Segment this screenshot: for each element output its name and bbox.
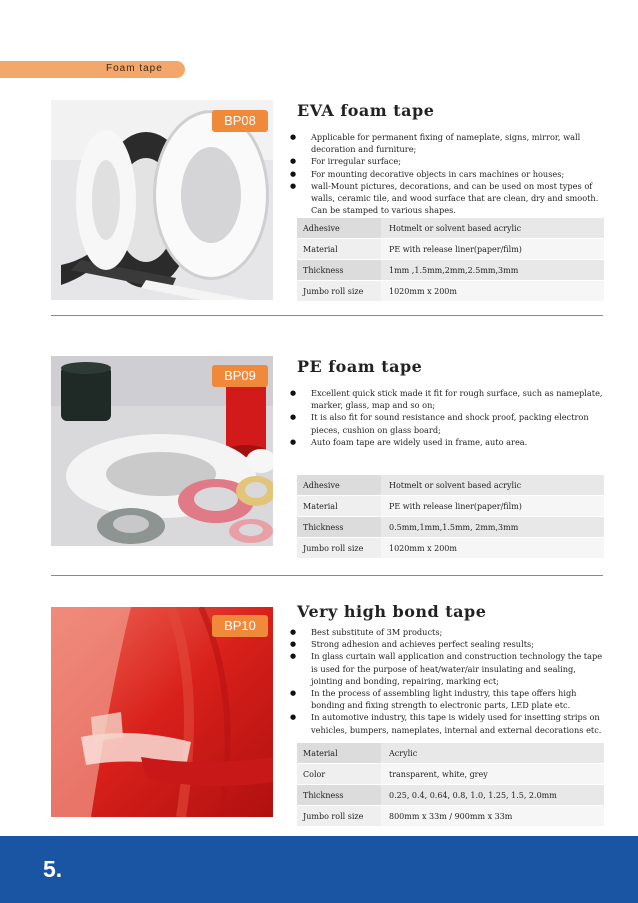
spec-label: Adhesive (297, 218, 381, 238)
spec-row (297, 218, 604, 239)
spec-row (297, 475, 604, 496)
spec-row (297, 239, 604, 260)
spec-value: 800mm x 33m / 900mm x 33m (381, 806, 604, 826)
feature-item: ● It is also fit for sound resistance and shock proof, packing electron pieces, cushion on glass board; (289, 411, 607, 435)
spec-row (297, 785, 604, 806)
feature-item: ● For mounting decorative objects in cars machines or houses; (289, 168, 607, 180)
feature-item: ● Excellent quick stick made it fit for rough surface, such as nameplate, marker, glass, map and so on; (289, 387, 607, 411)
spec-label: Material (297, 239, 381, 259)
feature-item: ● Strong adhesion and achieves perfect sealing results; (289, 638, 607, 650)
spec-value: Hotmelt or solvent based acrylic (381, 218, 604, 238)
spec-label: Thickness (297, 260, 381, 280)
product-title: PE foam tape (297, 357, 423, 376)
spec-value: transparent, white, grey (381, 764, 604, 784)
spec-value: Hotmelt or solvent based acrylic (381, 475, 604, 495)
section-tab (0, 61, 185, 78)
spec-row (297, 496, 604, 517)
spec-row (297, 538, 604, 559)
feature-item: ● In glass curtain wall application and construction technology the tape is used for the purpose of heat/water/air insulating and sealing, jointing and bonding, repairing, marking ect; (289, 650, 607, 687)
spec-value: 1mm ,1.5mm,2mm,2.5mm,3mm (381, 260, 604, 280)
section-divider (51, 575, 603, 576)
spec-table (297, 743, 604, 827)
feature-item: ● Best substitute of 3M products; (289, 626, 607, 638)
spec-label: Jumbo roll size (297, 538, 381, 558)
feature-item: ● Auto foam tape are widely used in frame, auto area. (289, 436, 607, 448)
spec-value: 1020mm x 200m (381, 281, 604, 301)
spec-row (297, 764, 604, 785)
spec-label: Material (297, 743, 381, 763)
feature-item: ● In automotive industry, this tape is widely used for insetting strips on vehicles, bumpers, nameplates, internal and external decorations etc. (289, 711, 607, 735)
section-label: Foam tape (106, 63, 163, 74)
spec-value: Acrylic (381, 743, 604, 763)
spec-label: Adhesive (297, 475, 381, 495)
spec-label: Material (297, 496, 381, 516)
spec-row (297, 517, 604, 538)
spec-value: 0.5mm,1mm,1.5mm, 2mm,3mm (381, 517, 604, 537)
feature-list (289, 626, 607, 736)
product-code-badge: BP10 (212, 615, 268, 637)
page-number: 5. (43, 856, 63, 882)
spec-table (297, 218, 604, 302)
product-title: Very high bond tape (297, 602, 487, 621)
feature-item: ● wall-Mount pictures, decorations, and can be used on most types of walls, ceramic tile, and wood surface that are clean, dry and smooth. Can be stamped to various shapes. (289, 180, 607, 217)
spec-table (297, 475, 604, 559)
spec-label: Color (297, 764, 381, 784)
spec-row (297, 260, 604, 281)
spec-label: Thickness (297, 517, 381, 537)
spec-value: PE with release liner(paper/film) (381, 239, 604, 259)
product-code-badge: BP08 (212, 110, 268, 132)
spec-label: Thickness (297, 785, 381, 805)
page-footer (0, 836, 638, 903)
spec-row (297, 743, 604, 764)
spec-value: PE with release liner(paper/film) (381, 496, 604, 516)
spec-label: Jumbo roll size (297, 806, 381, 826)
spec-value: 1020mm x 200m (381, 538, 604, 558)
spec-row (297, 281, 604, 302)
feature-list (289, 387, 607, 448)
feature-item: ● For irregular surface; (289, 155, 607, 167)
spec-value: 0.25, 0.4, 0.64, 0.8, 1.0, 1.25, 1.5, 2.0mm (381, 785, 604, 805)
spec-label: Jumbo roll size (297, 281, 381, 301)
spec-row (297, 806, 604, 827)
feature-item: ● Applicable for permanent fixing of nameplate, signs, mirror, wall decoration and furniture; (289, 131, 607, 155)
feature-list (289, 131, 607, 216)
feature-item: ● In the process of assembling light industry, this tape offers high bonding and fixing strength to electronic parts, LED plate etc. (289, 687, 607, 711)
section-divider (51, 315, 603, 316)
product-title: EVA foam tape (297, 101, 435, 120)
product-code-badge: BP09 (212, 365, 268, 387)
very-high-bond-tape-photo (51, 607, 273, 817)
